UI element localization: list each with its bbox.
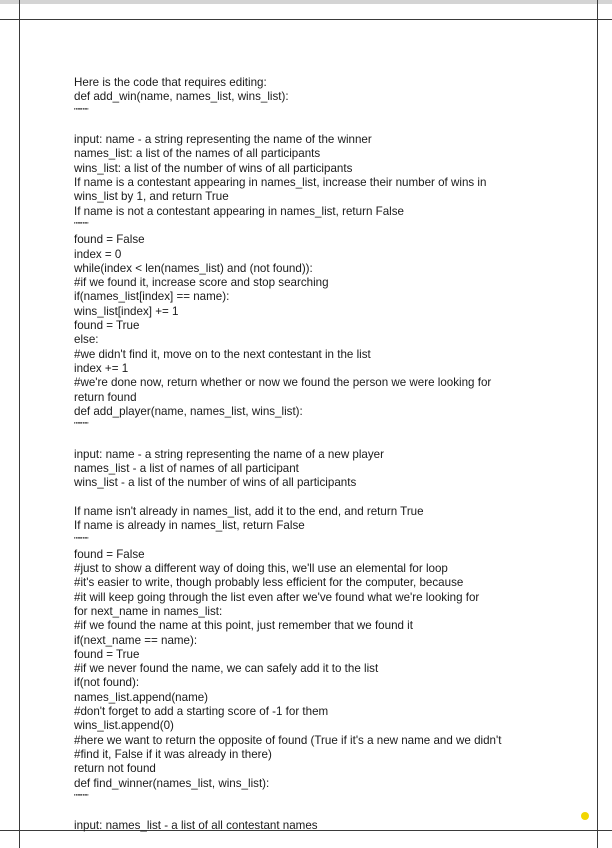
code-line: wins_list by 1, and return True (74, 190, 229, 204)
code-line: #we're done now, return whether or now we found the person we were looking for (74, 376, 492, 390)
code-line: return not found (74, 762, 156, 776)
blank-line (74, 491, 574, 505)
page-right-rule (597, 0, 598, 848)
page-top-rule (0, 19, 612, 20)
code-line: input: name - a string representing the name of the winner (74, 133, 372, 147)
docstring-quote-line: """""" (74, 220, 89, 230)
code-line: #just to show a different way of doing this, we'll use an elemental for loop (74, 562, 448, 576)
code-line: found = True (74, 319, 140, 333)
code-line: def find_winner(names_list, wins_list): (74, 776, 270, 790)
code-line: for next_name in names_list: (74, 604, 223, 618)
blank-line (74, 119, 574, 133)
code-line: def add_player(name, names_list, wins_list): (74, 404, 303, 418)
yellow-dot-marker (581, 812, 589, 820)
blank-line (74, 433, 574, 447)
page-left-rule (19, 0, 20, 848)
code-line: #if we never found the name, we can safely add it to the list (74, 662, 379, 676)
code-line: names_list: a list of the names of all participants (74, 147, 321, 161)
code-line: else: (74, 333, 99, 347)
code-line: wins_list.append(0) (74, 719, 174, 733)
code-line: #if we found it, increase score and stop searching (74, 276, 329, 290)
code-line: if(next_name == name): (74, 633, 198, 647)
document-body (74, 76, 574, 834)
code-line: If name isn't already in names_list, add it to the end, and return True (74, 504, 424, 518)
code-line: #don't forget to add a starting score of -1 for them (74, 705, 329, 719)
docstring-quote-line: """""" (74, 535, 89, 545)
code-line: names_list.append(name) (74, 690, 209, 704)
code-line: def add_win(name, names_list, wins_list): (74, 90, 289, 104)
docstring-quote-line: """""" (74, 106, 89, 116)
code-line: input: name - a string representing the name of a new player (74, 447, 384, 461)
blank-line (74, 805, 574, 819)
code-line: if(not found): (74, 676, 140, 690)
code-line: If name is already in names_list, return False (74, 519, 305, 533)
code-line: found = False (74, 233, 145, 247)
docstring-quote-line: """""" (74, 792, 89, 802)
code-line: #it's easier to write, though probably less efficient for the computer, because (74, 576, 464, 590)
code-line: index += 1 (74, 361, 129, 375)
code-line: wins_list[index] += 1 (74, 304, 179, 318)
code-line: found = True (74, 647, 140, 661)
code-line: names_list - a list of names of all participant (74, 462, 299, 476)
code-line: #here we want to return the opposite of found (True if it's a new name and we didn't (74, 733, 502, 747)
code-line: if(names_list[index] == name): (74, 290, 230, 304)
code-line: while(index < len(names_list) and (not found)): (74, 261, 313, 275)
code-line: #find it, False if it was already in there) (74, 747, 272, 761)
code-line: #if we found the name at this point, just remember that we found it (74, 619, 413, 633)
docstring-quote-line: """""" (74, 421, 89, 431)
code-line: wins_list: a list of the number of wins of all participants (74, 161, 353, 175)
code-line: #it will keep going through the list even after we've found what we're looking for (74, 590, 480, 604)
code-line: wins_list - a list of the number of wins of all participants (74, 476, 357, 490)
code-line: index = 0 (74, 247, 122, 261)
code-line: found = False (74, 547, 145, 561)
top-band (0, 0, 612, 4)
code-line: If name is a contestant appearing in names_list, increase their number of wins in (74, 176, 487, 190)
code-line: input: names_list - a list of all contestant names (74, 819, 318, 833)
code-block (74, 90, 574, 833)
code-line: If name is not a contestant appearing in names_list, return False (74, 204, 404, 218)
code-line: return found (74, 390, 137, 404)
intro-text: Here is the code that requires editing: (74, 76, 267, 89)
code-line: #we didn't find it, move on to the next contestant in the list (74, 347, 371, 361)
